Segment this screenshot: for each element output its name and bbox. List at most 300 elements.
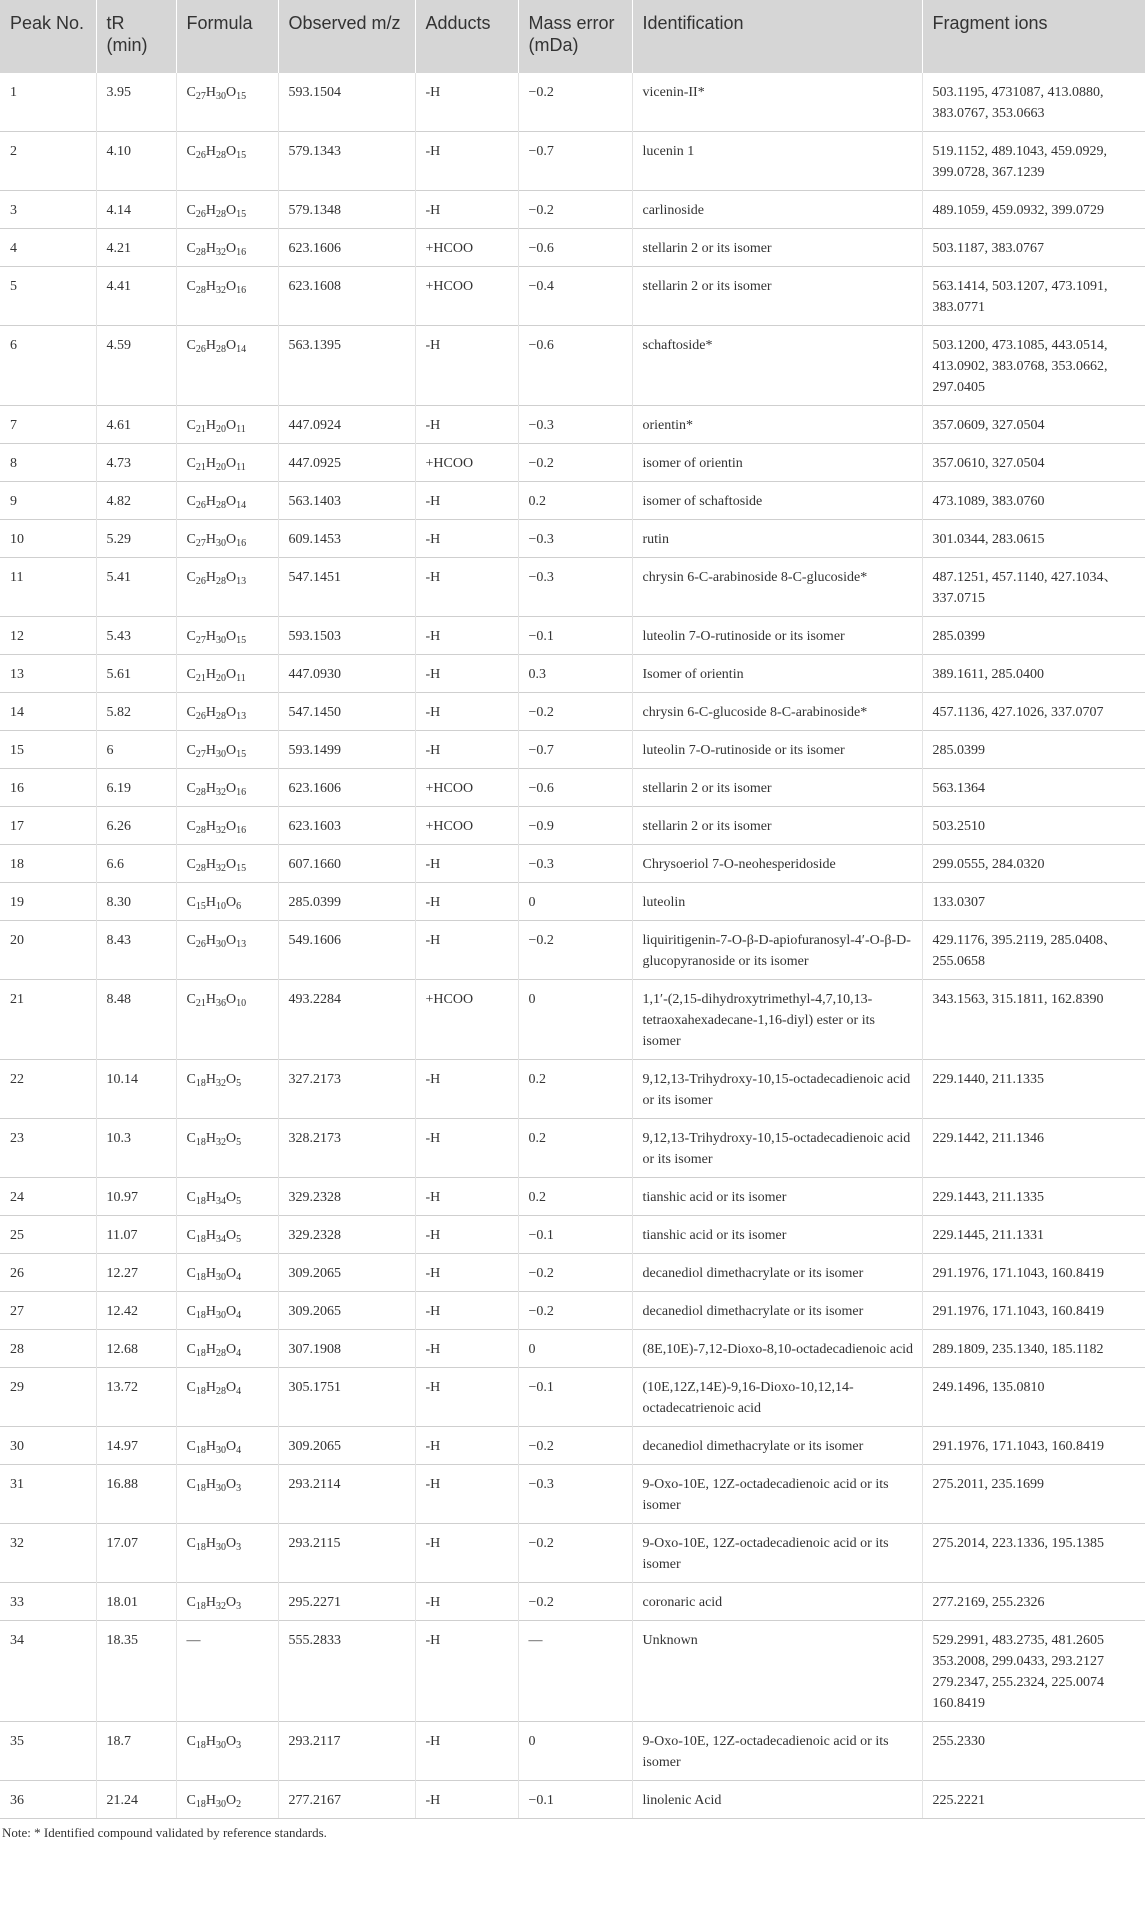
- peak-no-cell: 11: [0, 558, 96, 617]
- table-row: [0, 1621, 1145, 1722]
- observed-mz-cell: 305.1751: [278, 1368, 415, 1427]
- table-row: [0, 1524, 1145, 1583]
- fragment-ions-cell: 503.1195, 4731087, 413.0880, 383.0767, 353.0663: [922, 73, 1145, 132]
- observed-mz-cell: 547.1451: [278, 558, 415, 617]
- formula-cell: $C_{18}H_{32}O_5$: [176, 1119, 278, 1178]
- table-row: [0, 731, 1145, 769]
- retention-time-cell: 4.82: [96, 482, 176, 520]
- retention-time-cell: 6.19: [96, 769, 176, 807]
- formula-cell: $C_{28}H_{32}O_{15}$: [176, 845, 278, 883]
- observed-mz-cell: 295.2271: [278, 1583, 415, 1621]
- fragment-ions-cell: 343.1563, 315.1811, 162.8390: [922, 980, 1145, 1060]
- fragment-ions-cell: 503.2510: [922, 807, 1145, 845]
- adduct-cell: -H: [415, 845, 518, 883]
- fragment-ions-cell: 225.2221: [922, 1781, 1145, 1819]
- adduct-cell: -H: [415, 1524, 518, 1583]
- identification-cell: linolenic Acid: [632, 1781, 922, 1819]
- observed-mz-cell: 593.1503: [278, 617, 415, 655]
- adduct-cell: -H: [415, 1465, 518, 1524]
- observed-mz-cell: 593.1504: [278, 73, 415, 132]
- formula-cell: $C_{18}H_{30}O_4$: [176, 1292, 278, 1330]
- fragment-ions-cell: 229.1442, 211.1346: [922, 1119, 1145, 1178]
- observed-mz-cell: 563.1403: [278, 482, 415, 520]
- table-row: [0, 921, 1145, 980]
- peak-no-cell: 2: [0, 132, 96, 191]
- identification-cell: 1,1′-(2,15-dihydroxytrimethyl-4,7,10,13-tetraoxahexadecane-1,16-diyl) ester or its isomer: [632, 980, 922, 1060]
- peak-no-cell: 19: [0, 883, 96, 921]
- observed-mz-cell: 623.1608: [278, 267, 415, 326]
- mass-error-cell: 0: [518, 980, 632, 1060]
- fragment-ions-cell: 275.2011, 235.1699: [922, 1465, 1145, 1524]
- observed-mz-cell: 579.1343: [278, 132, 415, 191]
- mass-error-cell: 0.2: [518, 1060, 632, 1119]
- identification-cell: stellarin 2 or its isomer: [632, 807, 922, 845]
- fragment-ions-cell: 255.2330: [922, 1722, 1145, 1781]
- formula-cell: $C_{27}H_{30}O_{15}$: [176, 73, 278, 132]
- adduct-cell: -H: [415, 1427, 518, 1465]
- formula-cell: $C_{18}H_{32}O_5$: [176, 1060, 278, 1119]
- identification-cell: isomer of orientin: [632, 444, 922, 482]
- observed-mz-cell: 609.1453: [278, 520, 415, 558]
- identification-cell: 9-Oxo-10E, 12Z-octadecadienoic acid or its isomer: [632, 1465, 922, 1524]
- observed-mz-cell: 293.2117: [278, 1722, 415, 1781]
- table-row: [0, 1722, 1145, 1781]
- formula-cell: $C_{21}H_{20}O_{11}$: [176, 444, 278, 482]
- table-note: Note: * Identified compound validated by reference standards.: [2, 1825, 327, 1840]
- adduct-cell: -H: [415, 1722, 518, 1781]
- formula-cell: $C_{26}H_{28}O_{15}$: [176, 132, 278, 191]
- formula-cell: $C_{26}H_{28}O_{14}$: [176, 326, 278, 406]
- table-row: [0, 558, 1145, 617]
- formula-cell: $C_{18}H_{34}O_5$: [176, 1178, 278, 1216]
- mass-error-cell: −0.6: [518, 326, 632, 406]
- formula-cell: $C_{27}H_{30}O_{15}$: [176, 617, 278, 655]
- observed-mz-cell: 307.1908: [278, 1330, 415, 1368]
- adduct-cell: -H: [415, 1216, 518, 1254]
- table-row: [0, 617, 1145, 655]
- peak-no-cell: 1: [10, 85, 17, 100]
- formula-cell: $C_{18}H_{30}O_4$: [176, 1427, 278, 1465]
- observed-mz-cell: 579.1348: [278, 191, 415, 229]
- observed-mz-cell: 593.1499: [278, 731, 415, 769]
- table-row: [0, 191, 1145, 229]
- retention-time-cell: 12.27: [96, 1254, 176, 1292]
- mass-error-cell: −0.3: [518, 406, 632, 444]
- table-row: [0, 883, 1145, 921]
- mass-error-cell: −0.7: [518, 132, 632, 191]
- fragment-ions-cell: 503.1187, 383.0767: [922, 229, 1145, 267]
- mass-error-cell: −0.3: [518, 520, 632, 558]
- identification-cell: Chrysoeriol 7-O-neohesperidoside: [632, 845, 922, 883]
- observed-mz-cell: 493.2284: [278, 980, 415, 1060]
- mass-error-cell: −0.6: [518, 769, 632, 807]
- fragment-ions-cell: 229.1445, 211.1331: [922, 1216, 1145, 1254]
- retention-time-cell: 4.41: [96, 267, 176, 326]
- formula-cell: $C_{21}H_{20}O_{11}$: [176, 406, 278, 444]
- retention-time-cell: 21.24: [96, 1781, 176, 1819]
- mass-error-cell: −0.1: [518, 617, 632, 655]
- observed-mz-cell: 309.2065: [278, 1427, 415, 1465]
- adduct-cell: -H: [415, 1621, 518, 1722]
- retention-time-cell: 8.48: [96, 980, 176, 1060]
- table-row: [0, 693, 1145, 731]
- retention-time-cell: 6: [96, 731, 176, 769]
- mass-error-cell: 0.2: [518, 482, 632, 520]
- identification-cell: decanediol dimethacrylate or its isomer: [632, 1427, 922, 1465]
- formula-cell: $C_{18}H_{32}O_3$: [176, 1583, 278, 1621]
- fragment-ions-cell: 229.1443, 211.1335: [922, 1178, 1145, 1216]
- peak-no-cell: 20: [0, 921, 96, 980]
- peak-no-cell: 9: [0, 482, 96, 520]
- retention-time-cell: 6.6: [96, 845, 176, 883]
- fragment-ions-cell: 563.1414, 503.1207, 473.1091, 383.0771: [922, 267, 1145, 326]
- retention-time-cell: 8.30: [96, 883, 176, 921]
- observed-mz-cell: 447.0930: [278, 655, 415, 693]
- observed-mz-cell: 309.2065: [278, 1254, 415, 1292]
- fragment-ions-cell: 291.1976, 171.1043, 160.8419: [922, 1254, 1145, 1292]
- observed-mz-cell: 563.1395: [278, 326, 415, 406]
- adduct-cell: -H: [415, 520, 518, 558]
- peak-no-cell: 12: [0, 617, 96, 655]
- peak-no-cell: 34: [0, 1621, 96, 1722]
- identification-cell: luteolin 7-O-rutinoside or its isomer: [632, 731, 922, 769]
- peak-no-cell: 36: [0, 1781, 96, 1819]
- table-row: [0, 229, 1145, 267]
- adduct-cell: -H: [415, 73, 518, 132]
- retention-time-cell: 18.35: [96, 1621, 176, 1722]
- peak-no-cell: 33: [0, 1583, 96, 1621]
- table-row: [0, 1060, 1145, 1119]
- fragment-ions-cell: 285.0399: [922, 731, 1145, 769]
- table-row: [0, 1427, 1145, 1465]
- adduct-cell: -H: [415, 558, 518, 617]
- retention-time-cell: 12.68: [96, 1330, 176, 1368]
- mass-error-cell: −0.2: [518, 444, 632, 482]
- observed-mz-cell: 447.0924: [278, 406, 415, 444]
- retention-time-cell: 3.95: [96, 73, 176, 132]
- header-peak-no: Peak No.: [10, 13, 85, 33]
- adduct-cell: -H: [415, 921, 518, 980]
- formula-cell: $C_{27}H_{30}O_{15}$: [176, 731, 278, 769]
- adduct-cell: -H: [415, 883, 518, 921]
- retention-time-cell: 14.97: [96, 1427, 176, 1465]
- observed-mz-cell: 623.1603: [278, 807, 415, 845]
- mass-error-cell: 0.2: [518, 1119, 632, 1178]
- retention-time-cell: 4.59: [96, 326, 176, 406]
- table-row: [0, 845, 1145, 883]
- peak-no-cell: 27: [0, 1292, 96, 1330]
- identification-cell: luteolin: [632, 883, 922, 921]
- observed-mz-cell: 309.2065: [278, 1292, 415, 1330]
- retention-time-cell: 4.73: [96, 444, 176, 482]
- mass-error-cell: −0.2: [518, 921, 632, 980]
- identification-cell: 9,12,13-Trihydroxy-10,15-octadecadienoic acid or its isomer: [632, 1119, 922, 1178]
- formula-cell: $C_{18}H_{28}O_4$: [176, 1368, 278, 1427]
- fragment-ions-cell: 457.1136, 427.1026, 337.0707: [922, 693, 1145, 731]
- peak-no-cell: 21: [0, 980, 96, 1060]
- formula-cell: $C_{28}H_{32}O_{16}$: [176, 267, 278, 326]
- peak-no-cell: 28: [0, 1330, 96, 1368]
- peak-no-cell: 3: [0, 191, 96, 229]
- identification-cell: rutin: [632, 520, 922, 558]
- mass-error-cell: −0.2: [518, 1292, 632, 1330]
- peak-no-cell: 7: [0, 406, 96, 444]
- peak-no-cell: 17: [0, 807, 96, 845]
- adduct-cell: +HCOO: [415, 769, 518, 807]
- mass-error-cell: −0.9: [518, 807, 632, 845]
- formula-cell: $C_{18}H_{30}O_3$: [176, 1524, 278, 1583]
- retention-time-cell: 6.26: [96, 807, 176, 845]
- adduct-cell: -H: [415, 1060, 518, 1119]
- formula-cell: $C_{18}H_{28}O_4$: [176, 1330, 278, 1368]
- mass-error-cell: −0.1: [518, 1781, 632, 1819]
- observed-mz-cell: 623.1606: [278, 769, 415, 807]
- table-row: [0, 769, 1145, 807]
- adduct-cell: +HCOO: [415, 807, 518, 845]
- peak-no-cell: 31: [0, 1465, 96, 1524]
- identification-cell: decanediol dimethacrylate or its isomer: [632, 1254, 922, 1292]
- mass-error-cell: 0.2: [518, 1178, 632, 1216]
- identification-cell: tianshic acid or its isomer: [632, 1178, 922, 1216]
- fragment-ions-cell: 133.0307: [922, 883, 1145, 921]
- identification-cell: 9-Oxo-10E, 12Z-octadecadienoic acid or its isomer: [632, 1524, 922, 1583]
- peak-no-cell: 26: [0, 1254, 96, 1292]
- identification-cell: chrysin 6-C-glucoside 8-C-arabinoside*: [632, 693, 922, 731]
- fragment-ions-cell: 389.1611, 285.0400: [922, 655, 1145, 693]
- retention-time-cell: 13.72: [96, 1368, 176, 1427]
- mass-error-cell: −0.3: [518, 1465, 632, 1524]
- observed-mz-cell: 549.1606: [278, 921, 415, 980]
- identification-cell: stellarin 2 or its isomer: [632, 769, 922, 807]
- formula-cell: $C_{18}H_{34}O_5$: [176, 1216, 278, 1254]
- table-row: [0, 267, 1145, 326]
- mass-error-cell: −0.2: [518, 73, 632, 132]
- mass-error-cell: −0.2: [518, 191, 632, 229]
- peak-no-cell: 4: [0, 229, 96, 267]
- formula-cell: $C_{18}H_{30}O_3$: [176, 1722, 278, 1781]
- retention-time-cell: 4.61: [96, 406, 176, 444]
- formula-cell: $C_{26}H_{30}O_{13}$: [176, 921, 278, 980]
- retention-time-cell: 8.43: [96, 921, 176, 980]
- identification-cell: stellarin 2 or its isomer: [632, 229, 922, 267]
- header-identification: Identification: [632, 0, 922, 73]
- mass-error-cell: −0.2: [518, 1427, 632, 1465]
- fragment-ions-cell: 291.1976, 171.1043, 160.8419: [922, 1292, 1145, 1330]
- retention-time-cell: 18.7: [96, 1722, 176, 1781]
- observed-mz-cell: 547.1450: [278, 693, 415, 731]
- adduct-cell: -H: [415, 1368, 518, 1427]
- table-row: [0, 655, 1145, 693]
- retention-time-cell: 18.01: [96, 1583, 176, 1621]
- peak-no-cell: 14: [0, 693, 96, 731]
- observed-mz-cell: 329.2328: [278, 1178, 415, 1216]
- observed-mz-cell: 329.2328: [278, 1216, 415, 1254]
- fragment-ions-cell: 519.1152, 489.1043, 459.0929, 399.0728, 367.1239: [922, 132, 1145, 191]
- identification-cell: decanediol dimethacrylate or its isomer: [632, 1292, 922, 1330]
- retention-time-cell: 4.14: [96, 191, 176, 229]
- fragment-ions-cell: 301.0344, 283.0615: [922, 520, 1145, 558]
- table-row: [0, 1781, 1145, 1819]
- retention-time-cell: 10.3: [96, 1119, 176, 1178]
- fragment-ions-cell: 275.2014, 223.1336, 195.1385: [922, 1524, 1145, 1583]
- formula-cell: $C_{21}H_{20}O_{11}$: [176, 655, 278, 693]
- adduct-cell: -H: [415, 1330, 518, 1368]
- table-row: [0, 807, 1145, 845]
- identification-cell: orientin*: [632, 406, 922, 444]
- observed-mz-cell: 328.2173: [278, 1119, 415, 1178]
- table-row: [0, 1292, 1145, 1330]
- identification-cell: chrysin 6-C-arabinoside 8-C-glucoside*: [632, 558, 922, 617]
- observed-mz-cell: 623.1606: [278, 229, 415, 267]
- fragment-ions-cell: 357.0610, 327.0504: [922, 444, 1145, 482]
- peak-no-cell: 30: [0, 1427, 96, 1465]
- observed-mz-cell: 277.2167: [278, 1781, 415, 1819]
- peak-no-cell: 35: [0, 1722, 96, 1781]
- formula-cell: $C_{26}H_{28}O_{15}$: [176, 191, 278, 229]
- adduct-cell: +HCOO: [415, 229, 518, 267]
- adduct-cell: +HCOO: [415, 980, 518, 1060]
- mass-error-cell: −0.1: [518, 1368, 632, 1427]
- table-row: [0, 73, 1145, 132]
- fragment-ions-cell: 285.0399: [922, 617, 1145, 655]
- identification-cell: coronaric acid: [632, 1583, 922, 1621]
- identification-cell: (10E,12Z,14E)-9,16-Dioxo-10,12,14-octadecatrienoic acid: [632, 1368, 922, 1427]
- mass-error-cell: 0: [518, 883, 632, 921]
- peak-no-cell: 8: [0, 444, 96, 482]
- formula-cell: $C_{26}H_{28}O_{13}$: [176, 558, 278, 617]
- identification-cell: luteolin 7-O-rutinoside or its isomer: [632, 617, 922, 655]
- peak-no-cell: 23: [0, 1119, 96, 1178]
- formula-cell: $C_{28}H_{32}O_{16}$: [176, 229, 278, 267]
- table-row: [0, 1330, 1145, 1368]
- adduct-cell: -H: [415, 1178, 518, 1216]
- peak-no-cell: 29: [0, 1368, 96, 1427]
- table-row: [0, 482, 1145, 520]
- retention-time-cell: 5.41: [96, 558, 176, 617]
- header-mass-error: Mass error (mDa): [518, 0, 632, 73]
- observed-mz-cell: 555.2833: [278, 1621, 415, 1722]
- adduct-cell: +HCOO: [415, 267, 518, 326]
- fragment-ions-cell: 487.1251, 457.1140, 427.1034、337.0715: [922, 558, 1145, 617]
- formula-cell: —: [176, 1621, 278, 1722]
- header-formula: Formula: [176, 0, 278, 73]
- table-row: [0, 1254, 1145, 1292]
- mass-error-cell: −0.3: [518, 845, 632, 883]
- retention-time-cell: 17.07: [96, 1524, 176, 1583]
- formula-cell: $C_{18}H_{30}O_2$: [176, 1781, 278, 1819]
- identification-cell: schaftoside*: [632, 326, 922, 406]
- formula-cell: $C_{28}H_{32}O_{16}$: [176, 807, 278, 845]
- table-row: [0, 326, 1145, 406]
- fragment-ions-cell: 503.1200, 473.1085, 443.0514, 413.0902, 383.0768, 353.0662, 297.0405: [922, 326, 1145, 406]
- header-fragment-ions: Fragment ions: [922, 0, 1145, 73]
- formula-cell: $C_{18}H_{30}O_4$: [176, 1254, 278, 1292]
- table-row: [0, 1119, 1145, 1178]
- peak-no-cell: 32: [0, 1524, 96, 1583]
- adduct-cell: -H: [415, 1781, 518, 1819]
- header-retention-time: tR (min): [96, 0, 176, 73]
- peak-no-cell: 25: [0, 1216, 96, 1254]
- adduct-cell: -H: [415, 655, 518, 693]
- adduct-cell: -H: [415, 731, 518, 769]
- mass-error-cell: −0.1: [518, 1216, 632, 1254]
- mass-error-cell: −0.2: [518, 1524, 632, 1583]
- table-row: [0, 1583, 1145, 1621]
- table-row: [0, 406, 1145, 444]
- adduct-cell: +HCOO: [415, 444, 518, 482]
- fragment-ions-cell: 473.1089, 383.0760: [922, 482, 1145, 520]
- identification-cell: Unknown: [632, 1621, 922, 1722]
- adduct-cell: -H: [415, 1254, 518, 1292]
- adduct-cell: -H: [415, 326, 518, 406]
- fragment-ions-cell: 489.1059, 459.0932, 399.0729: [922, 191, 1145, 229]
- identification-cell: Isomer of orientin: [632, 655, 922, 693]
- fragment-ions-cell: 563.1364: [922, 769, 1145, 807]
- fragment-ions-cell: 249.1496, 135.0810: [922, 1368, 1145, 1427]
- identification-cell: (8E,10E)-7,12-Dioxo-8,10-octadecadienoic acid: [632, 1330, 922, 1368]
- identification-cell: vicenin-II*: [632, 73, 922, 132]
- formula-cell: $C_{26}H_{28}O_{13}$: [176, 693, 278, 731]
- table-row: [0, 444, 1145, 482]
- observed-mz-cell: 285.0399: [278, 883, 415, 921]
- formula-cell: $C_{18}H_{30}O_3$: [176, 1465, 278, 1524]
- fragment-ions-cell: 529.2991, 483.2735, 481.2605 353.2008, 299.0433, 293.2127 279.2347, 255.2324, 225.0074 160.8419: [922, 1621, 1145, 1722]
- identification-cell: isomer of schaftoside: [632, 482, 922, 520]
- retention-time-cell: 5.61: [96, 655, 176, 693]
- retention-time-cell: 10.14: [96, 1060, 176, 1119]
- peak-no-cell: 6: [0, 326, 96, 406]
- mass-error-cell: 0: [518, 1722, 632, 1781]
- mass-error-cell: −0.4: [518, 267, 632, 326]
- mass-error-cell: −0.7: [518, 731, 632, 769]
- table-row: [0, 980, 1145, 1060]
- retention-time-cell: 16.88: [96, 1465, 176, 1524]
- header-adducts: Adducts: [415, 0, 518, 73]
- peak-no-cell: 15: [0, 731, 96, 769]
- fragment-ions-cell: 229.1440, 211.1335: [922, 1060, 1145, 1119]
- adduct-cell: -H: [415, 406, 518, 444]
- adduct-cell: -H: [415, 1292, 518, 1330]
- fragment-ions-cell: 357.0609, 327.0504: [922, 406, 1145, 444]
- identification-cell: 9-Oxo-10E, 12Z-octadecadienoic acid or its isomer: [632, 1722, 922, 1781]
- identification-cell: tianshic acid or its isomer: [632, 1216, 922, 1254]
- adduct-cell: -H: [415, 191, 518, 229]
- identification-cell: liquiritigenin-7-O-β-D-apiofuranosyl-4′-O-β-D-glucopyranoside or its isomer: [632, 921, 922, 980]
- mass-error-cell: −0.6: [518, 229, 632, 267]
- adduct-cell: -H: [415, 482, 518, 520]
- formula-cell: $C_{15}H_{10}O_6$: [176, 883, 278, 921]
- retention-time-cell: 5.43: [96, 617, 176, 655]
- mass-error-cell: −0.2: [518, 1583, 632, 1621]
- retention-time-cell: 4.21: [96, 229, 176, 267]
- fragment-ions-cell: 277.2169, 255.2326: [922, 1583, 1145, 1621]
- formula-cell: $C_{28}H_{32}O_{16}$: [176, 769, 278, 807]
- identification-cell: carlinoside: [632, 191, 922, 229]
- mass-error-cell: 0: [518, 1330, 632, 1368]
- fragment-ions-cell: 291.1976, 171.1043, 160.8419: [922, 1427, 1145, 1465]
- retention-time-cell: 12.42: [96, 1292, 176, 1330]
- mass-error-cell: −0.2: [518, 693, 632, 731]
- fragment-ions-cell: 289.1809, 235.1340, 185.1182: [922, 1330, 1145, 1368]
- mass-error-cell: −0.3: [518, 558, 632, 617]
- adduct-cell: -H: [415, 1583, 518, 1621]
- retention-time-cell: 11.07: [96, 1216, 176, 1254]
- observed-mz-cell: 447.0925: [278, 444, 415, 482]
- table-row: [0, 1178, 1145, 1216]
- adduct-cell: -H: [415, 617, 518, 655]
- adduct-cell: -H: [415, 132, 518, 191]
- observed-mz-cell: 327.2173: [278, 1060, 415, 1119]
